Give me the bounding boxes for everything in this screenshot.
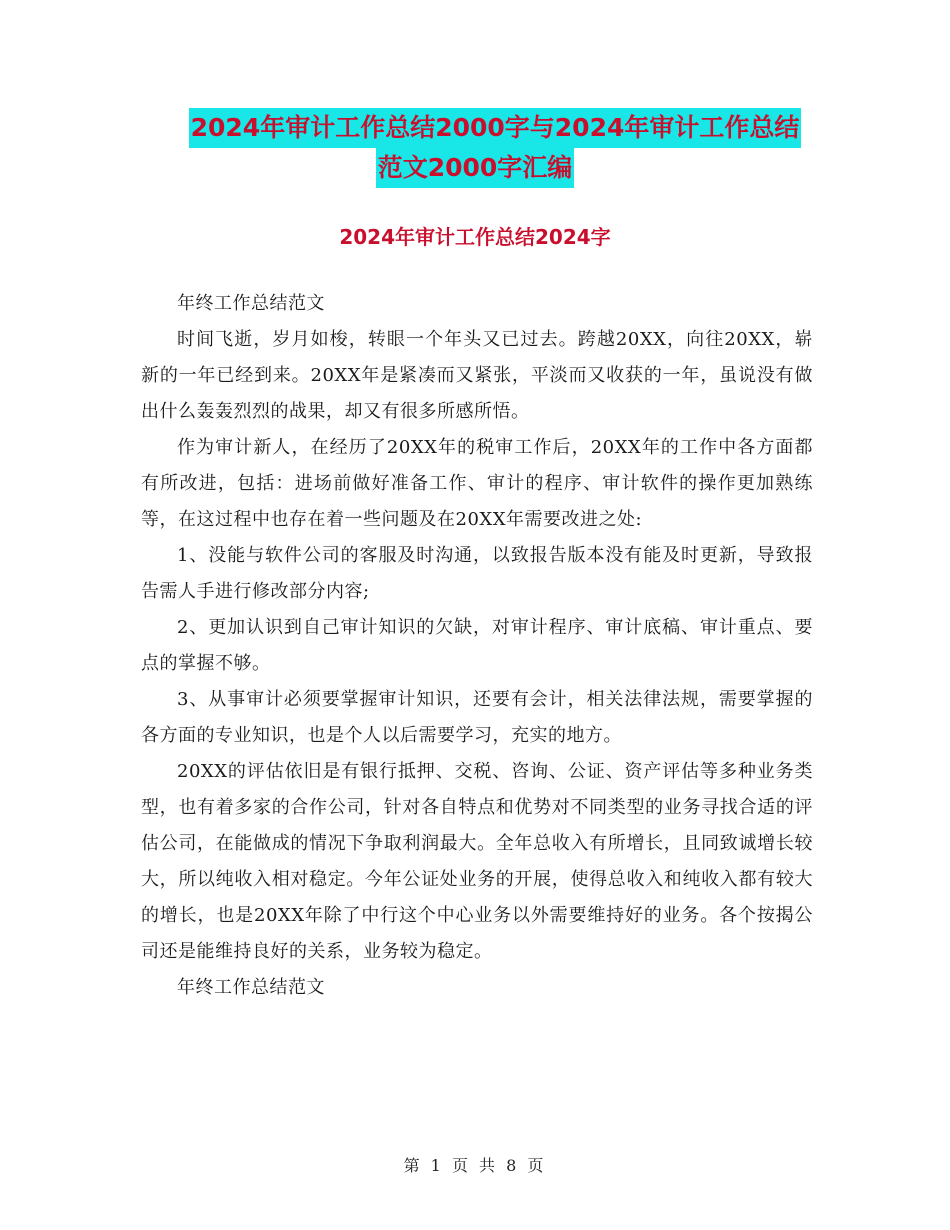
paragraph: 3、从事审计必须要掌握审计知识，还要有会计，相关法律法规，需要掌握的各方面的专业知识，也是个人以后需要学习，充实的地方。 xyxy=(141,689,813,746)
page-footer: 第 1 页 共 8 页 xyxy=(403,1156,547,1175)
title-line-2: 范文2000字汇编 xyxy=(376,148,575,188)
paragraph: 年终工作总结范文 xyxy=(177,293,325,314)
paragraph: 作为审计新人，在经历了20XX年的税审工作后，20XX年的工作中各方面都有所改进，包括：进场前做好准备工作、审计的程序、审计软件的操作更加熟练等，在这过程中也存在着一些问题及在20XX年需要改进之处: xyxy=(141,437,813,530)
paragraph: 时间飞逝，岁月如梭，转眼一个年头又已过去。跨越20XX，向往20XX，崭新的一年已经到来。20XX年是紧凑而又紧张，平淡而又收获的一年，虽说没有做出什么轰轰烈烈的战果，却又有很多所感所悟。 xyxy=(141,329,813,422)
body-text xyxy=(141,286,813,1006)
section-heading: 2024年审计工作总结2024字 xyxy=(339,225,611,249)
paragraph: 2、更加认识到自己审计知识的欠缺，对审计程序、审计底稿、审计重点、要点的掌握不够。 xyxy=(141,617,813,674)
document-title xyxy=(0,108,950,188)
paragraph: 20XX的评估依旧是有银行抵押、交税、咨询、公证、资产评估等多种业务类型，也有着多家的合作公司，针对各自特点和优势对不同类型的业务寻找合适的评估公司，在能做成的情况下争取利润最大。全年总收入有所增长，且同致诚增长较大，所以纯收入相对稳定。今年公证处业务的开展，使得总收入和纯收入都有较大的增长，也是20XX年除了中行这个中心业务以外需要维持好的业务。各个按揭公司还是能维持良好的关系，业务较为稳定。 xyxy=(141,761,813,962)
paragraph: 年终工作总结范文 xyxy=(177,977,325,998)
title-line-1: 2024年审计工作总结2000字与2024年审计工作总结 xyxy=(189,108,802,148)
paragraph: 1、没能与软件公司的客服及时沟通，以致报告版本没有能及时更新，导致报告需人手进行修改部分内容; xyxy=(141,545,813,602)
